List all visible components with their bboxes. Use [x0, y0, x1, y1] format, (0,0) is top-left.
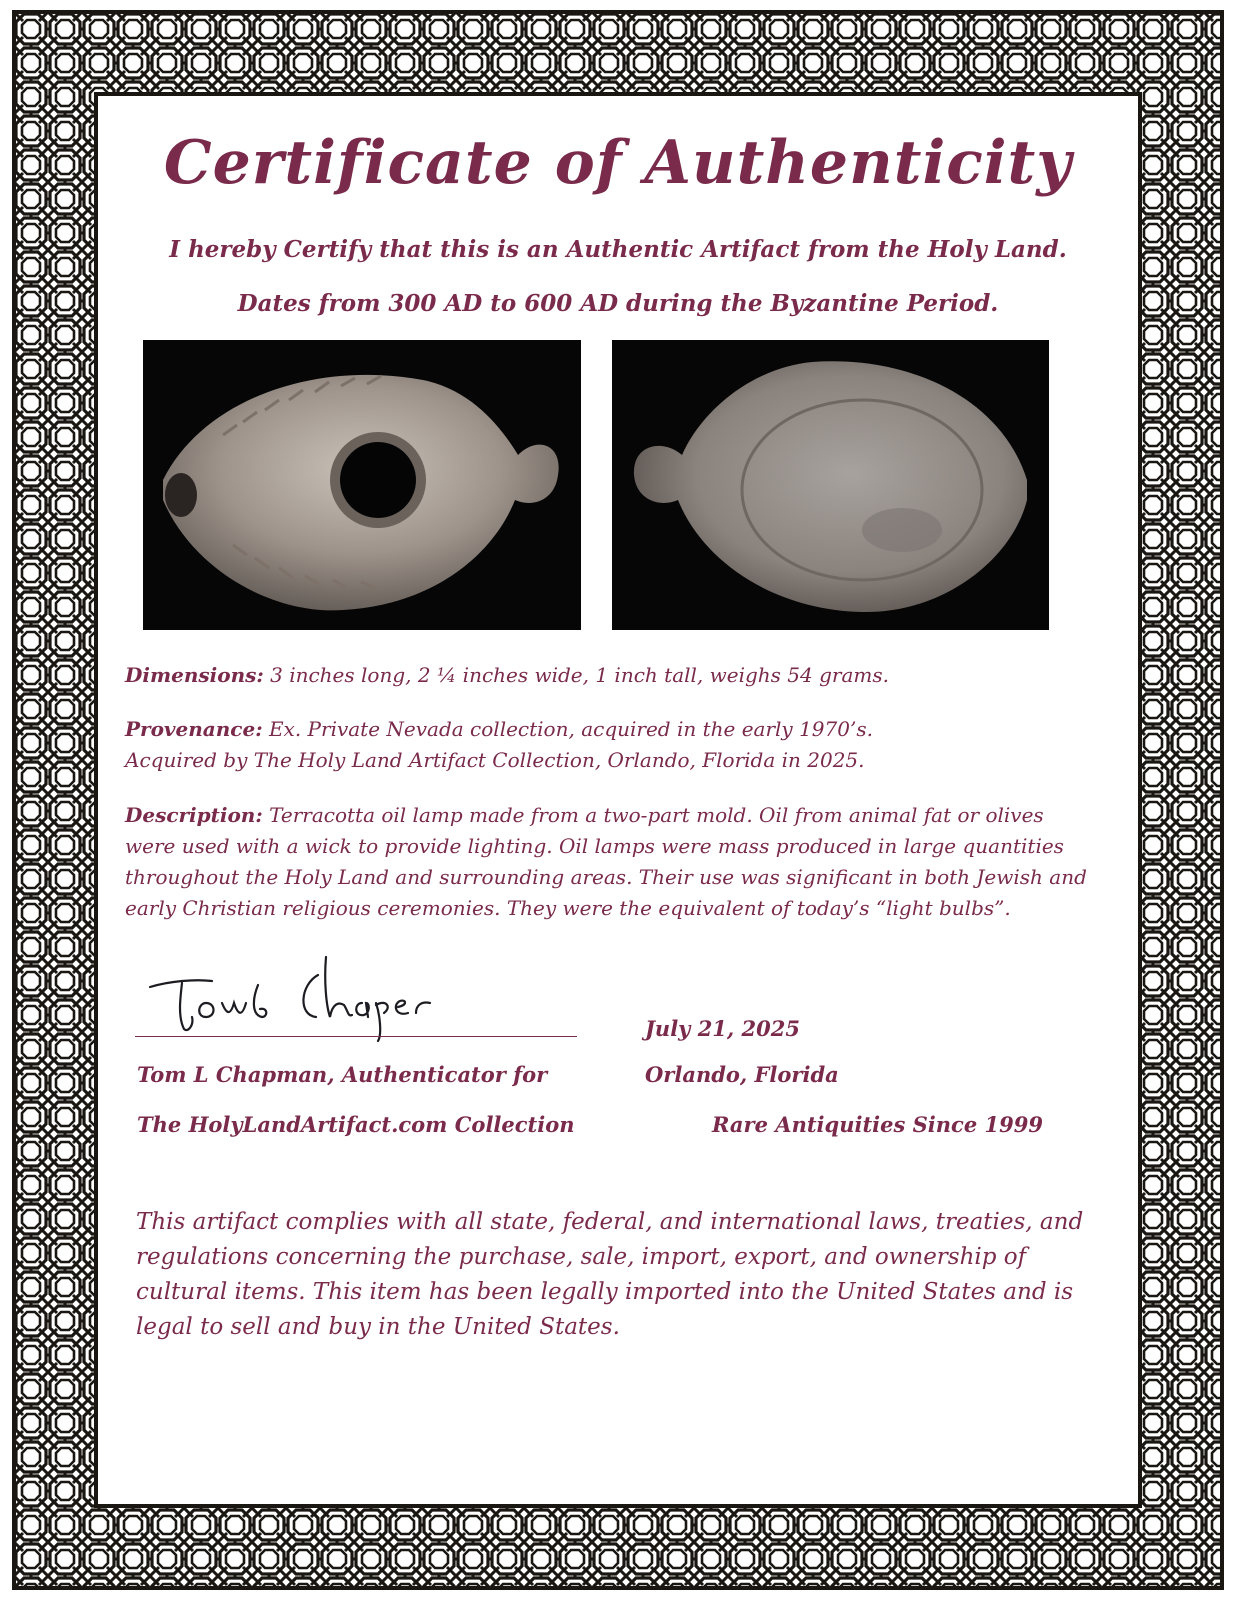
dimensions-paragraph [125, 660, 1095, 691]
handwritten-signature [140, 955, 440, 1045]
provenance-label: Provenance: [125, 717, 263, 741]
legal-compliance-statement: This artifact complies with all state, federal, and international laws, treaties, and regulations concerning the purchase, sale, import, export, and ownership of cultural items. This item has been legally imported into the United States and is legal to sell and buy in the United States. [136, 1209, 1084, 1340]
dimensions-text: 3 inches long, 2 ¼ inches wide, 1 inch tall, weighs 54 grams. [263, 663, 889, 687]
dimensions-label: Dimensions: [125, 663, 264, 687]
description-paragraph [125, 800, 1095, 924]
certification-statement: I hereby Certify that this is an Authentic Artifact from the Holy Land. [169, 236, 1067, 263]
company-tagline: Rare Antiquities Since 1999 [712, 1112, 1043, 1137]
lamp-photo-top [143, 340, 581, 630]
authenticator-name: Tom L Chapman, Authenticator for [137, 1062, 548, 1087]
description-label: Description: [125, 803, 263, 827]
certificate-location: Orlando, Florida [645, 1062, 839, 1087]
provenance-text-2: Acquired by The Holy Land Artifact Collection, Orlando, Florida in 2025. [125, 748, 865, 772]
provenance-text: Ex. Private Nevada collection, acquired in the early 1970’s. [262, 717, 873, 741]
collection-name: The HolyLandArtifact.com Collection [137, 1112, 575, 1137]
signature-line [135, 1036, 577, 1037]
dating-statement: Dates from 300 AD to 600 AD during the Byzantine Period. [237, 290, 999, 317]
provenance-paragraph [125, 714, 1095, 776]
lamp-photo-bottom [612, 340, 1049, 630]
certificate-date: July 21, 2025 [645, 1016, 800, 1041]
description-text: Terracotta oil lamp made from a two-part mold. Oil from animal fat or olives were used with a wick to provide lighting. Oil lamps were mass produced in large quantities throughout the Holy Land and surrounding areas. Their use was significant in both Jewish and early Christian religious ceremonies. They were the equivalent of today’s “light bulbs”. [125, 803, 1087, 920]
certificate-title: Certificate of Authenticity [163, 128, 1073, 198]
